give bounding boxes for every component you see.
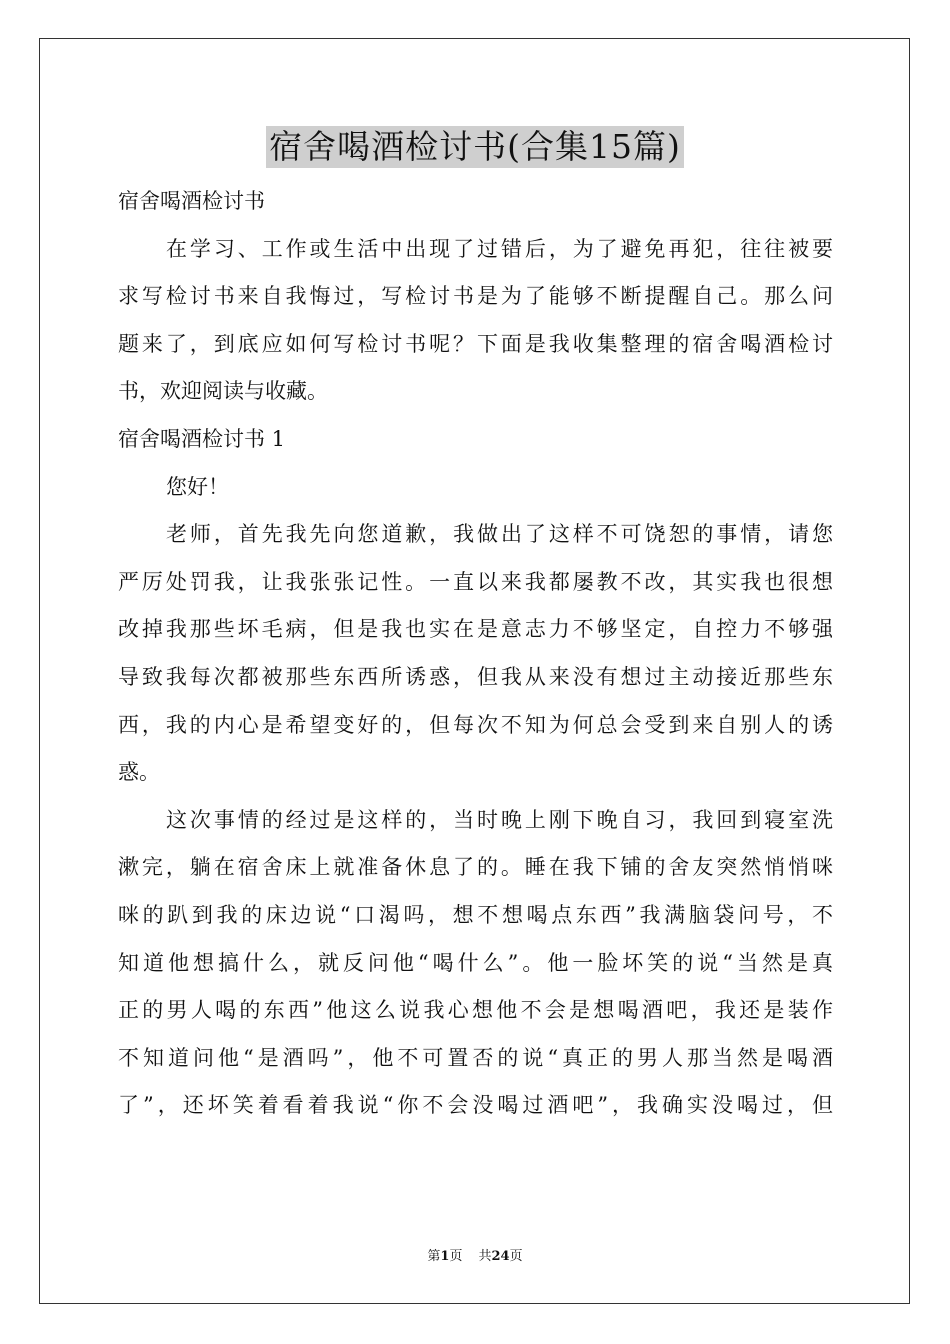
page-footer [0,1248,950,1266]
page-total-prefix: 共 [478,1249,492,1264]
paragraph-line: 西，我的内心是希望变好的，但每次不知为何总会受到来自别人的诱 [118,712,833,737]
page-total-suffix: 页 [509,1249,523,1264]
paragraph-line: 老师，首先我先向您道歉，我做出了这样不可饶恕的事情，请您 [166,522,833,547]
paragraph-line: 了”，还坏笑着看着我说“你不会没喝过酒吧”，我确实没喝过，但 [118,1093,833,1118]
paragraph-line: 咪的趴到我的床边说“口渴吗，想不想喝点东西”我满脑袋问号，不 [118,902,833,927]
title-container [0,126,950,168]
page-number-prefix: 第 [427,1249,441,1264]
intro-line: 在学习、工作或生活中出现了过错后，为了避免再犯，往往被要 [166,236,833,261]
paragraph-line: 漱完，躺在宿舍床上就准备休息了的。睡在我下铺的舍友突然悄悄咪 [118,855,833,880]
paragraph-line: 导致我每次都被那些东西所诱惑，但我从来没有想过主动接近那些东 [118,664,833,689]
intro-line: 求写检讨书来自我悔过，写检讨书是为了能够不断提醒自己。那么问 [118,284,833,309]
subtitle: 宿舍喝酒检讨书 [118,189,265,213]
paragraph-line: 知道他想搞什么，就反问他“喝什么”。他一脸坏笑的说“当然是真 [118,950,833,975]
intro-line: 书，欢迎阅读与收藏。 [118,379,328,404]
document-body [118,178,833,1130]
intro-line: 题来了，到底应如何写检讨书呢？下面是我收集整理的宿舍喝酒检讨 [118,331,833,356]
paragraph-line: 不知道问他“是酒吗”，他不可置否的说“真正的男人那当然是喝酒 [118,1045,833,1070]
paragraph-line: 正的男人喝的东西”他这么说我心想他不会是想喝酒吧，我还是装作 [118,998,833,1023]
greeting: 您好！ [166,474,229,499]
page-number-suffix: 页 [449,1249,463,1264]
paragraph-line: 惑。 [118,760,160,785]
paragraph-line: 严厉处罚我，让我张张记性。一直以来我都屡教不改，其实我也很想 [118,569,833,594]
page-number-current: 1 [440,1249,450,1264]
document-title: 宿舍喝酒检讨书(合集15篇) [266,126,684,168]
paragraph-line: 改掉我那些坏毛病，但是我也实在是意志力不够坚定，自控力不够强 [118,617,833,642]
section-heading: 宿舍喝酒检讨书 1 [118,426,286,451]
page-total-count: 24 [491,1249,510,1264]
paragraph-line: 这次事情的经过是这样的，当时晚上刚下晚自习，我回到寝室洗 [166,807,833,832]
